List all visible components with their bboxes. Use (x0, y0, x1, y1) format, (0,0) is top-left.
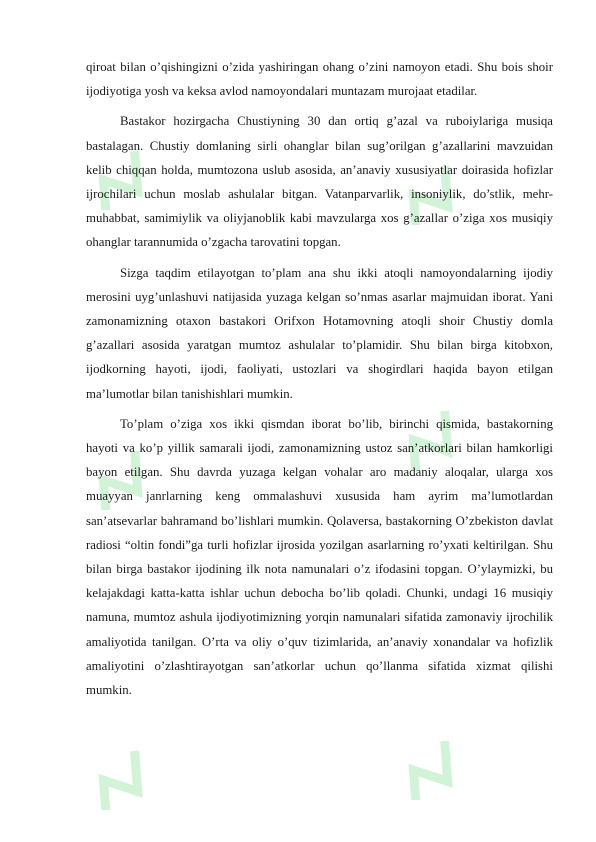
body-text (86, 55, 553, 708)
paragraph: To’plam o’ziga xos ikki qismdan iborat bo’lib, birinchi qismida, bastakorning hayoti va ko’p yillik samarali ijodi, zamonamizning ustoz san’atkorlari bilan hamkorligi bayon etilgan. Shu davrda yuzaga kelgan vohalar aro madaniy aloqalar, ularga xos muayyan janrlarning keng ommalashuvi xususida ham ayrim ma’lumotlardan san’atsevarlar bahramand bo’lishlari mumkin. Qolaversa, bastakorning O’zbekiston davlat radiosi “oltin fondi”ga turli hofizlar ijrosida yozilgan asarlarning ro’yxati keltirilgan. Shu bilan birga bastakor ijodining ilk nota namunalari o’z ifodasini topgan. O’ylaymizki, bu kelajakdagi katta-katta ishlar uchun debocha bo’lib qoladi. Chunki, undagi 16 musiqiy namuna, mumtoz ashula ijodiyotimizning yorqin namunalari sifatida zamonaviy ijrochilik amaliyotida tanilgan. O’rta va oliy o’quv tizimlarida, an’anaviy xonandalar va hofizlik amaliyotini o’zlashtirayotgan san’atkorlar uchun qo’llanma sifatida xizmat qilishi mumkin. (86, 416, 553, 698)
watermark-logo (60, 700, 260, 810)
watermark-icon (60, 700, 260, 810)
paragraph: Sizga taqdim etilayotgan to’plam ana shu ikki atoqli namoyondalarning ijodiy merosini uyg’unlashuvi natijasida yuzaga kelgan so’nmas asarlar majmuidan iborat. Yani zamonamizning otaxon bastakori Orifxon Hotamovning atoqli shoir Chustiy domla g’azallari asosida yaratgan mumtoz ashulalar to’plamidir. Shu bilan birga kitobxon, ijodkorning hayoti, ijodi, faoliyati, ustozlari va shogirdlari haqida bayon etilgan ma’lumotlar bilan tanishishlari mumkin. (86, 265, 553, 401)
paragraph: Bastakor hozirgacha Chustiyning 30 dan ortiq g’azal va ruboiylariga musiqa bastalagan. Chustiy domlaning sirli ohanglar bilan sug’orilgan g’azallarini mavzuidan kelib chiqqan holda, mumtozona uslub asosida, an’anaviy xususiyatlar doirasida hofizlar ijrochilari uchun moslab ashulalar bitgan. Vatanparvarlik, insoniylik, do’stlik, mehr-muhabbat, samimiylik va oliyjanoblik kabi mavzularga xos g’azallar o’ziga xos musiqiy ohanglar tarannumida o’zgacha tarovatini topgan. (86, 114, 553, 250)
paragraph: qiroat bilan o’qishingizni o’zida yashiringan ohang o’zini namoyon etadi. Shu bois shoir ijodiyotiga yosh va keksa avlod namoyondalari muntazam murojaat etadilar. (86, 60, 553, 99)
